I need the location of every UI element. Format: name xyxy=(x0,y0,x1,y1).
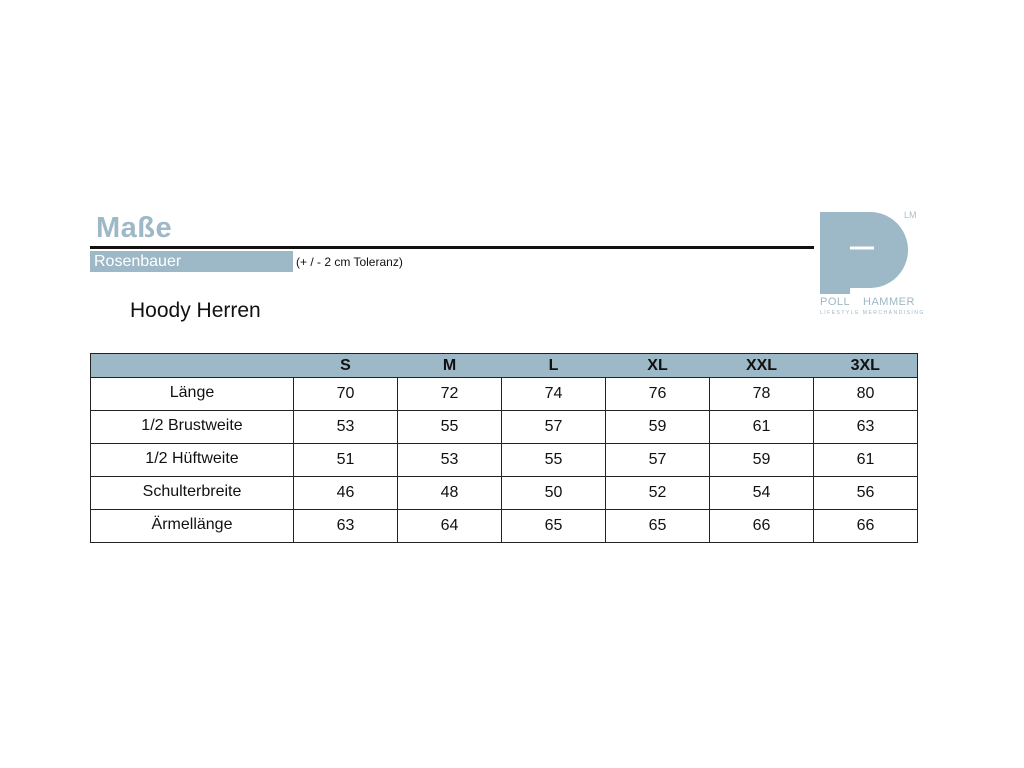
logo-p-icon xyxy=(820,210,912,294)
table-cell: 55 xyxy=(398,411,502,444)
size-header-cell: M xyxy=(398,354,502,378)
product-name: Hoody Herren xyxy=(130,299,261,322)
table-row xyxy=(91,411,918,444)
table-cell: 80 xyxy=(814,378,918,411)
table-cell: 76 xyxy=(606,378,710,411)
table-cell: 70 xyxy=(294,378,398,411)
table-cell: 55 xyxy=(502,444,606,477)
tolerance-note: (+ / - 2 cm Toleranz) xyxy=(296,255,403,269)
row-label: 1/2 Hüftweite xyxy=(91,444,294,477)
row-label: Ärmellänge xyxy=(91,510,294,543)
size-header-cell: XXL xyxy=(710,354,814,378)
table-cell: 61 xyxy=(710,411,814,444)
table-cell: 59 xyxy=(710,444,814,477)
table-cell: 65 xyxy=(606,510,710,543)
size-table xyxy=(90,353,918,543)
brand-label: Rosenbauer xyxy=(90,251,293,272)
page-title: Maße xyxy=(96,212,173,244)
row-label: Schulterbreite xyxy=(91,477,294,510)
table-cell: 72 xyxy=(398,378,502,411)
table-cell: 46 xyxy=(294,477,398,510)
table-row xyxy=(91,444,918,477)
header-corner xyxy=(91,354,294,378)
table-cell: 54 xyxy=(710,477,814,510)
table-cell: 61 xyxy=(814,444,918,477)
table-cell: 56 xyxy=(814,477,918,510)
table-cell: 53 xyxy=(398,444,502,477)
table-cell: 57 xyxy=(502,411,606,444)
table-cell: 74 xyxy=(502,378,606,411)
logo-word-poll: POLL xyxy=(820,296,851,308)
table-cell: 52 xyxy=(606,477,710,510)
table-cell: 59 xyxy=(606,411,710,444)
table-cell: 63 xyxy=(294,510,398,543)
table-cell: 63 xyxy=(814,411,918,444)
table-cell: 51 xyxy=(294,444,398,477)
row-label: Länge xyxy=(91,378,294,411)
table-cell: 53 xyxy=(294,411,398,444)
row-label: 1/2 Brustweite xyxy=(91,411,294,444)
size-header-cell: L xyxy=(502,354,606,378)
table-row xyxy=(91,477,918,510)
table-cell: 66 xyxy=(710,510,814,543)
table-row xyxy=(91,510,918,543)
logo-tagline: LIFESTYLE MERCHANDISING xyxy=(820,310,925,316)
table-cell: 65 xyxy=(502,510,606,543)
table-cell: 66 xyxy=(814,510,918,543)
table-cell: 57 xyxy=(606,444,710,477)
size-header-row xyxy=(91,354,918,378)
table-row xyxy=(91,378,918,411)
table-cell: 64 xyxy=(398,510,502,543)
table-cell: 50 xyxy=(502,477,606,510)
header-divider xyxy=(90,246,814,249)
pollhammer-logo xyxy=(820,210,925,320)
logo-superscript: LM xyxy=(904,210,917,220)
size-header-cell: S xyxy=(294,354,398,378)
size-header-cell: XL xyxy=(606,354,710,378)
logo-word-hammer: HAMMER xyxy=(863,296,915,308)
size-header-cell: 3XL xyxy=(814,354,918,378)
table-cell: 78 xyxy=(710,378,814,411)
table-cell: 48 xyxy=(398,477,502,510)
